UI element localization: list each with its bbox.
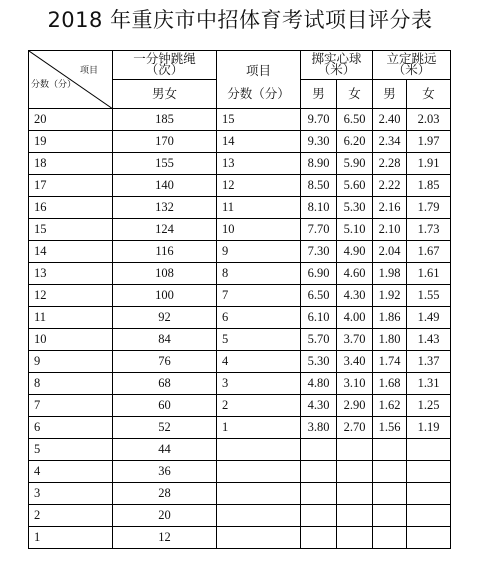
- ball-male-cell: 9.70: [301, 109, 337, 131]
- header-rope-title: 一分钟跳绳: [133, 52, 196, 66]
- rope-count-cell: 124: [113, 219, 217, 241]
- ball-female-cell: 2.70: [337, 417, 373, 439]
- table-row: [29, 505, 451, 527]
- ball-male-cell: [301, 439, 337, 461]
- rope-score-cell: 13: [29, 263, 113, 285]
- field-score-cell: 14: [217, 131, 301, 153]
- diagonal-header-cell: [29, 51, 113, 109]
- rope-count-cell: 20: [113, 505, 217, 527]
- jump-female-cell: [407, 439, 451, 461]
- rope-count-cell: 155: [113, 153, 217, 175]
- rope-count-cell: 84: [113, 329, 217, 351]
- ball-male-cell: [301, 461, 337, 483]
- rope-count-cell: 12: [113, 527, 217, 549]
- table-row: [29, 285, 451, 307]
- ball-female-cell: 3.10: [337, 373, 373, 395]
- ball-female-cell: 6.50: [337, 109, 373, 131]
- table-row: [29, 373, 451, 395]
- table-row: [29, 175, 451, 197]
- rope-count-cell: 44: [113, 439, 217, 461]
- header-ball-female: 女: [337, 80, 373, 109]
- rope-score-cell: 16: [29, 197, 113, 219]
- header-score-label: 分数（分）: [31, 80, 77, 90]
- ball-female-cell: 5.60: [337, 175, 373, 197]
- ball-female-cell: 4.00: [337, 307, 373, 329]
- ball-male-cell: 8.50: [301, 175, 337, 197]
- ball-female-cell: 5.90: [337, 153, 373, 175]
- rope-count-cell: 36: [113, 461, 217, 483]
- jump-male-cell: 1.80: [373, 329, 407, 351]
- rope-count-cell: 185: [113, 109, 217, 131]
- ball-male-cell: 8.10: [301, 197, 337, 219]
- field-score-cell: [217, 439, 301, 461]
- ball-male-cell: 6.50: [301, 285, 337, 307]
- ball-male-cell: 7.70: [301, 219, 337, 241]
- ball-male-cell: 6.10: [301, 307, 337, 329]
- ball-male-cell: 3.80: [301, 417, 337, 439]
- jump-female-cell: 1.61: [407, 263, 451, 285]
- header-jump: [373, 51, 451, 80]
- ball-female-cell: [337, 461, 373, 483]
- rope-score-cell: 17: [29, 175, 113, 197]
- jump-female-cell: 1.79: [407, 197, 451, 219]
- header-jump-unit: （米）: [392, 63, 431, 77]
- ball-female-cell: 2.90: [337, 395, 373, 417]
- rope-count-cell: 92: [113, 307, 217, 329]
- jump-male-cell: 2.04: [373, 241, 407, 263]
- rope-count-cell: 108: [113, 263, 217, 285]
- jump-female-cell: 1.85: [407, 175, 451, 197]
- field-score-cell: 8: [217, 263, 301, 285]
- jump-female-cell: [407, 461, 451, 483]
- jump-male-cell: 2.22: [373, 175, 407, 197]
- rope-score-cell: 6: [29, 417, 113, 439]
- score-table: [28, 50, 451, 549]
- table-row: [29, 263, 451, 285]
- ball-female-cell: 4.90: [337, 241, 373, 263]
- jump-female-cell: 1.37: [407, 351, 451, 373]
- jump-male-cell: 1.56: [373, 417, 407, 439]
- jump-male-cell: 1.68: [373, 373, 407, 395]
- rope-score-cell: 10: [29, 329, 113, 351]
- header-jump-female: 女: [407, 80, 451, 109]
- field-score-cell: [217, 505, 301, 527]
- jump-female-cell: 1.31: [407, 373, 451, 395]
- page-title: 2018 年重庆市中招体育考试项目评分表: [47, 8, 433, 32]
- field-score-cell: [217, 527, 301, 549]
- ball-female-cell: [337, 527, 373, 549]
- rope-score-cell: 20: [29, 109, 113, 131]
- table-row: [29, 131, 451, 153]
- ball-male-cell: 5.70: [301, 329, 337, 351]
- field-score-cell: 5: [217, 329, 301, 351]
- ball-male-cell: 6.90: [301, 263, 337, 285]
- jump-female-cell: 1.25: [407, 395, 451, 417]
- ball-female-cell: 5.10: [337, 219, 373, 241]
- jump-female-cell: 1.73: [407, 219, 451, 241]
- ball-female-cell: 3.40: [337, 351, 373, 373]
- field-score-cell: 13: [217, 153, 301, 175]
- field-score-cell: [217, 483, 301, 505]
- table-row: [29, 197, 451, 219]
- rope-count-cell: 68: [113, 373, 217, 395]
- field-score-cell: 7: [217, 285, 301, 307]
- jump-male-cell: [373, 527, 407, 549]
- ball-female-cell: 4.30: [337, 285, 373, 307]
- jump-male-cell: 1.98: [373, 263, 407, 285]
- table-row: [29, 439, 451, 461]
- table-row: [29, 307, 451, 329]
- field-score-cell: 1: [217, 417, 301, 439]
- field-score-cell: 10: [217, 219, 301, 241]
- table-row: [29, 153, 451, 175]
- ball-male-cell: 7.30: [301, 241, 337, 263]
- rope-count-cell: 52: [113, 417, 217, 439]
- table-row: [29, 351, 451, 373]
- jump-female-cell: 1.67: [407, 241, 451, 263]
- rope-score-cell: 2: [29, 505, 113, 527]
- table-row: [29, 329, 451, 351]
- jump-male-cell: [373, 483, 407, 505]
- rope-score-cell: 8: [29, 373, 113, 395]
- ball-female-cell: [337, 439, 373, 461]
- rope-score-cell: 12: [29, 285, 113, 307]
- table-row: [29, 417, 451, 439]
- rope-score-cell: 1: [29, 527, 113, 549]
- field-score-cell: [217, 461, 301, 483]
- jump-male-cell: 2.16: [373, 197, 407, 219]
- table-row: [29, 219, 451, 241]
- jump-male-cell: 1.62: [373, 395, 407, 417]
- ball-male-cell: [301, 527, 337, 549]
- rope-score-cell: 9: [29, 351, 113, 373]
- header-rope-sub: 男女: [113, 80, 217, 109]
- header-item-label: 项目: [79, 66, 98, 76]
- rope-score-cell: 18: [29, 153, 113, 175]
- header-ball: [301, 51, 373, 80]
- jump-male-cell: [373, 461, 407, 483]
- score-table-body: [29, 51, 451, 549]
- jump-female-cell: [407, 527, 451, 549]
- rope-count-cell: 140: [113, 175, 217, 197]
- jump-male-cell: 2.28: [373, 153, 407, 175]
- jump-female-cell: 1.97: [407, 131, 451, 153]
- table-row: [29, 483, 451, 505]
- ball-male-cell: 8.90: [301, 153, 337, 175]
- ball-female-cell: 4.60: [337, 263, 373, 285]
- header-rope: [113, 51, 217, 80]
- header-jump-title: 立定跳远: [386, 52, 437, 66]
- rope-score-cell: 14: [29, 241, 113, 263]
- ball-female-cell: [337, 483, 373, 505]
- ball-male-cell: [301, 483, 337, 505]
- rope-count-cell: 116: [113, 241, 217, 263]
- jump-female-cell: 2.03: [407, 109, 451, 131]
- ball-male-cell: 5.30: [301, 351, 337, 373]
- rope-count-cell: 132: [113, 197, 217, 219]
- header-score2: 分数（分）: [227, 87, 290, 101]
- jump-male-cell: 2.34: [373, 131, 407, 153]
- jump-female-cell: [407, 505, 451, 527]
- header-row-1: [29, 51, 451, 80]
- jump-male-cell: 2.10: [373, 219, 407, 241]
- table-row: [29, 109, 451, 131]
- rope-count-cell: 60: [113, 395, 217, 417]
- table-row: [29, 461, 451, 483]
- ball-female-cell: 6.20: [337, 131, 373, 153]
- rope-count-cell: 28: [113, 483, 217, 505]
- ball-female-cell: [337, 505, 373, 527]
- jump-female-cell: 1.91: [407, 153, 451, 175]
- field-score-cell: 9: [217, 241, 301, 263]
- jump-male-cell: 1.92: [373, 285, 407, 307]
- header-jump-male: 男: [373, 80, 407, 109]
- ball-female-cell: 3.70: [337, 329, 373, 351]
- field-score-cell: 15: [217, 109, 301, 131]
- ball-female-cell: 5.30: [337, 197, 373, 219]
- rope-count-cell: 100: [113, 285, 217, 307]
- jump-male-cell: [373, 505, 407, 527]
- jump-female-cell: 1.55: [407, 285, 451, 307]
- ball-male-cell: 4.30: [301, 395, 337, 417]
- header-rope-unit: （次）: [145, 63, 184, 77]
- ball-male-cell: [301, 505, 337, 527]
- table-row: [29, 241, 451, 263]
- jump-male-cell: [373, 439, 407, 461]
- rope-count-cell: 170: [113, 131, 217, 153]
- table-row: [29, 395, 451, 417]
- header-ball-male: 男: [301, 80, 337, 109]
- rope-score-cell: 5: [29, 439, 113, 461]
- jump-female-cell: [407, 483, 451, 505]
- jump-female-cell: 1.19: [407, 417, 451, 439]
- header-ball-unit: （米）: [317, 63, 356, 77]
- field-score-cell: 2: [217, 395, 301, 417]
- rope-score-cell: 15: [29, 219, 113, 241]
- rope-score-cell: 7: [29, 395, 113, 417]
- field-score-cell: 6: [217, 307, 301, 329]
- ball-male-cell: 9.30: [301, 131, 337, 153]
- rope-count-cell: 76: [113, 351, 217, 373]
- field-score-cell: 12: [217, 175, 301, 197]
- field-score-cell: 3: [217, 373, 301, 395]
- jump-male-cell: 1.74: [373, 351, 407, 373]
- rope-score-cell: 3: [29, 483, 113, 505]
- table-row: [29, 527, 451, 549]
- jump-female-cell: 1.49: [407, 307, 451, 329]
- jump-male-cell: 2.40: [373, 109, 407, 131]
- rope-score-cell: 19: [29, 131, 113, 153]
- header-ball-title: 掷实心球: [311, 52, 362, 66]
- ball-male-cell: 4.80: [301, 373, 337, 395]
- rope-score-cell: 4: [29, 461, 113, 483]
- field-score-cell: 4: [217, 351, 301, 373]
- field-score-cell: 11: [217, 197, 301, 219]
- jump-male-cell: 1.86: [373, 307, 407, 329]
- jump-female-cell: 1.43: [407, 329, 451, 351]
- rope-score-cell: 11: [29, 307, 113, 329]
- header-item2: 项目: [245, 64, 271, 78]
- header-item2-cell: [217, 51, 301, 109]
